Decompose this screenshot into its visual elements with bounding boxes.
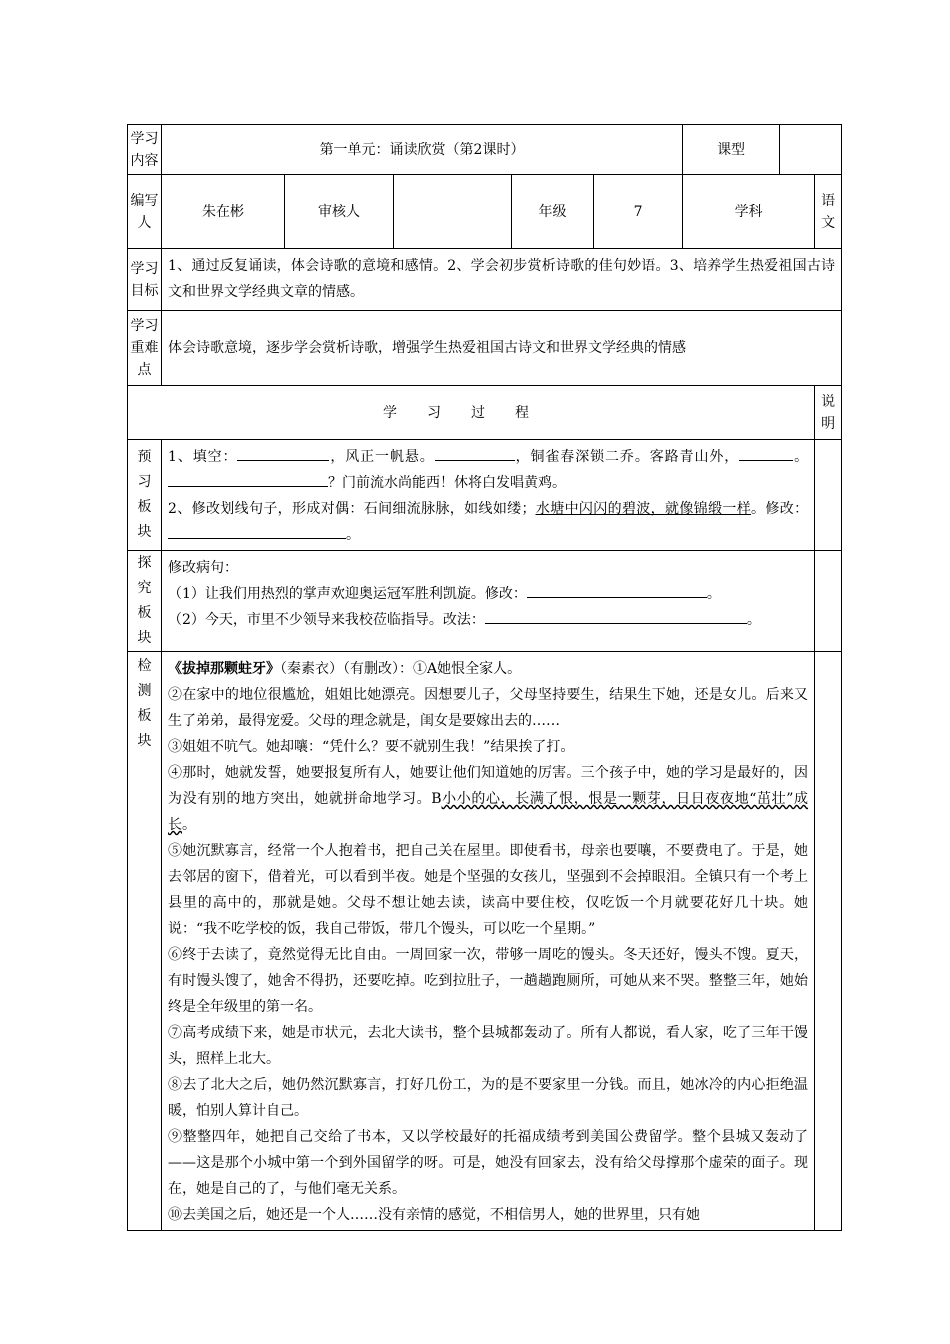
blank-2[interactable]	[435, 445, 515, 461]
explore-label: 探 究 板 块	[128, 551, 162, 652]
grade-label: 年级	[512, 175, 594, 249]
blank-3[interactable]	[739, 445, 793, 461]
article-title: 《拔掉那颗蛀牙》	[168, 661, 280, 677]
process-row	[128, 386, 842, 440]
author-row	[128, 175, 842, 249]
blank-6[interactable]	[527, 582, 707, 598]
lesson-plan-table	[127, 124, 842, 1231]
goals-row	[128, 249, 842, 311]
preview-note	[815, 440, 842, 551]
test-content: 《拔掉那颗蛀牙》（秦素衣）（有删改）：①A她恨全家人。 ②在家中的地位很尴尬，姐姐比她漂亮。因想要儿子，父母坚持要生，结果生下她，还是女儿。后来又生了弟弟，最得宠爱。父母的理念就是，闺女是要嫁出去的…… ③姐姐不吭气。她却嚷：“凭什么？要不就别生我！”结果挨了打。 ④那时，她就发誓，她要报复所有人，她要让他们知道她的厉害。三个孩子中，她的学习是最好的，因为没有别的地方突出，她就拼命地学习。B小小的心，长满了恨，恨是一颗芽，日日夜夜地“茁壮”成长。 ⑤她沉默寡言，经常一个人抱着书，把自己关在屋里。即使看书，母亲也要嚷，不要费电了。于是，她去邻居的窗下，借着光，可以看到半夜。她是个坚强的女孩儿，坚强到不会掉眼泪。全镇只有一个考上县里的高中的，那就是她。父母不想让她去读，读高中要住校，仅吃饭一个月就要花好几十块。她说：“我不吃学校的饭，我自己带饭，带几个馒头，可以吃一个星期。” ⑥终于去读了，竟然觉得无比自由。一周回家一次，带够一周吃的馒头。冬天还好，馒头不馊。夏天，有时馒头馊了，她舍不得扔，还要吃掉。吃到拉肚子，一趟趟跑厕所，可她从来不哭。整整三年，她始终是全年级里的第一名。 ⑦高考成绩下来，她是市状元，去北大读书，整个县城都轰动了。所有人都说，看人家，吃了三年干馒头，照样上北大。 ⑧去了北大之后，她仍然沉默寡言，打好几份工，为的是不要家里一分钱。而且，她冰冷的内心拒绝温暖，怕别人算计自己。 ⑨整整四年，她把自己交给了书本，又以学校最好的托福成绩考到美国公费留学。整个县城又轰动了——这是那个小城中第一个到外国留学的呀。可是，她没有回家去，没有给父母撑那个虚荣的面子。现在，她是自己的了，与他们毫无关系。 ⑩去美国之后，她还是一个人……没有亲情的感觉，不相信男人，她的世界里，只有她	[162, 652, 815, 1231]
content-label: 学习 内容	[128, 125, 162, 175]
author-value: 朱在彬	[162, 175, 285, 249]
note-label: 说 明	[815, 386, 842, 440]
blank-5[interactable]	[168, 523, 346, 539]
test-note	[815, 652, 842, 1231]
subject-label: 学科	[683, 175, 815, 249]
keypoints-row	[128, 311, 842, 386]
paragraph-8: ⑧去了北大之后，她仍然沉默寡言，打好几份工，为的是不要家里一分钱。而且，她冰冷的内心拒绝温暖，怕别人算计自己。	[168, 1077, 809, 1119]
explore-content: 修改病句： （1）让我们用热烈的掌声欢迎奥运冠军胜利凯旋。修改： 。 （2）今天，市里不少领导来我校莅临指导。改法： 。	[162, 551, 815, 652]
reviewer-value	[394, 175, 512, 249]
blank-1[interactable]	[237, 445, 329, 461]
paragraph-6: ⑥终于去读了，竟然觉得无比自由。一周回家一次，带够一周吃的馒头。冬天还好，馒头不馊。夏天，有时馒头馊了，她舍不得扔，还要吃掉。吃到拉肚子，一趟趟跑厕所，可她从来不哭。整整三年，她始终是全年级里的第一名。	[168, 947, 809, 1015]
paragraph-3: ③姐姐不吭气。她却嚷：“凭什么？要不就别生我！”结果挨了打。	[168, 739, 575, 755]
blank-7[interactable]	[485, 608, 747, 624]
explore-row	[128, 551, 842, 652]
test-row	[128, 652, 842, 1231]
preview-label: 预 习 板 块	[128, 440, 162, 551]
paragraph-7: ⑦高考成绩下来，她是市状元，去北大读书，整个县城都轰动了。所有人都说，看人家，吃了三年干馒头，照样上北大。	[168, 1025, 809, 1067]
process-title: 学习过程	[128, 386, 815, 440]
wavy-sentence: 小小的心，长满了恨，恨是一颗芽，日日夜夜地“茁壮”成长	[168, 791, 809, 833]
type-value	[780, 125, 842, 175]
goals-label: 学习 目标	[128, 249, 162, 311]
underlined-sentence: 水塘中闪闪的碧波，就像锦缎一样	[535, 501, 752, 517]
preview-row	[128, 440, 842, 551]
preview-content: 1、填空： ，风正一帆悬。 ，铜雀春深锁二乔。客路青山外， 。？门前流水尚能西！休将白发唱黄鸡。 2、修改划线句子，形成对偶：石间细流脉脉，如线如缕；水塘中闪闪的碧波，就像锦缎一样。修改：。	[162, 440, 815, 551]
type-label: 课型	[683, 125, 780, 175]
subject-value: 语 文	[815, 175, 842, 249]
paragraph-9: ⑨整整四年，她把自己交给了书本，又以学校最好的托福成绩考到美国公费留学。整个县城又轰动了——这是那个小城中第一个到外国留学的呀。可是，她没有回家去，没有给父母撑那个虚荣的面子。现在，她是自己的了，与他们毫无关系。	[168, 1129, 809, 1197]
paragraph-4: ④那时，她就发誓，她要报复所有人，她要让他们知道她的厉害。三个孩子中，她的学习是最好的，因为没有别的地方突出，她就拼命地学习。B小小的心，长满了恨，恨是一颗芽，日日夜夜地“茁壮”成长。	[168, 765, 809, 833]
keypoints-label: 学习 重难 点	[128, 311, 162, 386]
explore-note	[815, 551, 842, 652]
blank-4[interactable]	[168, 471, 328, 487]
test-label: 检 测 板 块	[128, 652, 162, 1231]
paragraph-5: ⑤她沉默寡言，经常一个人抱着书，把自己关在屋里。即使看书，母亲也要嚷，不要费电了。于是，她去邻居的窗下，借着光，可以看到半夜。她是个坚强的女孩儿，坚强到不会掉眼泪。全镇只有一个考上县里的高中的，那就是她。父母不想让她去读，读高中要住校，仅吃饭一个月就要花好几十块。她说：“我不吃学校的饭，我自己带饭，带几个馒头，可以吃一个星期。”	[168, 843, 809, 937]
keypoints-text: 体会诗歌意境，逐步学会赏析诗歌，增强学生热爱祖国古诗文和世界文学经典的情感	[162, 311, 842, 386]
reviewer-label: 审核人	[285, 175, 394, 249]
content-value: 第一单元：诵读欣赏（第2课时）	[162, 125, 683, 175]
paragraph-2: ②在家中的地位很尴尬，姐姐比她漂亮。因想要儿子，父母坚持要生，结果生下她，还是女儿。后来又生了弟弟，最得宠爱。父母的理念就是，闺女是要嫁出去的……	[168, 687, 809, 729]
content-row	[128, 125, 842, 175]
paragraph-10: ⑩去美国之后，她还是一个人……没有亲情的感觉，不相信男人，她的世界里，只有她	[168, 1207, 700, 1223]
goals-text: 1、通过反复诵读，体会诗歌的意境和感情。2、学会初步赏析诗歌的佳句妙语。3、培养学生热爱祖国古诗文和世界文学经典文章的情感。	[162, 249, 842, 311]
author-label: 编写 人	[128, 175, 162, 249]
grade-value: 7	[594, 175, 683, 249]
